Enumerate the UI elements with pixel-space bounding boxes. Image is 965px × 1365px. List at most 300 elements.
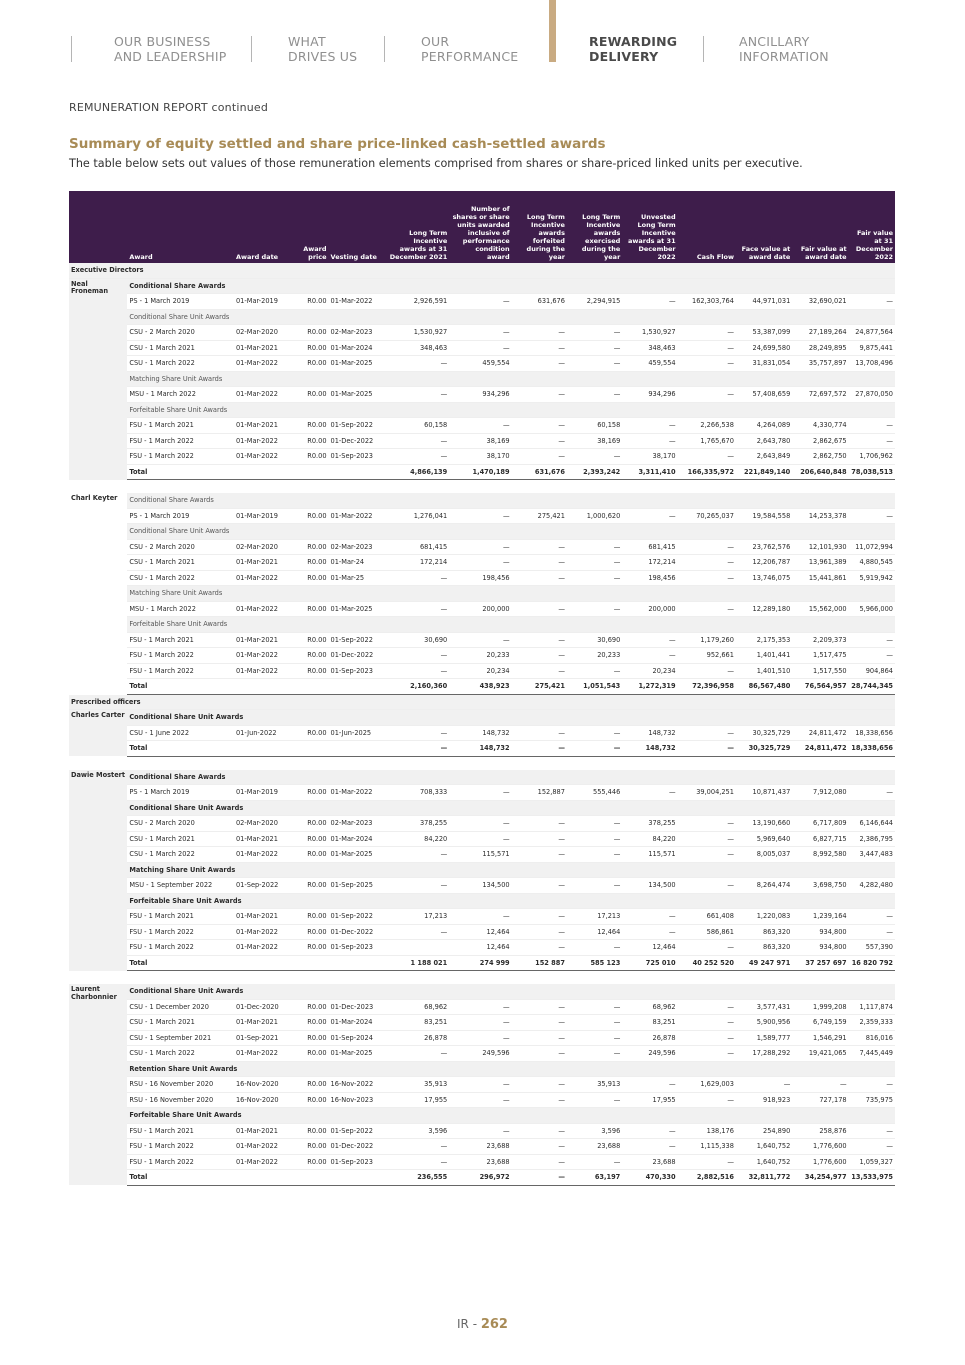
table-cell: — xyxy=(449,418,511,434)
table-cell: — xyxy=(678,1092,736,1108)
table-cell: 16-Nov-2020 xyxy=(234,1077,298,1093)
table-cell: CSU - 1 September 2021 xyxy=(127,1030,234,1046)
table-cell: 30,690 xyxy=(567,632,622,648)
table-cell: 01-Sep-2025 xyxy=(329,878,387,894)
table-cell: — xyxy=(512,741,567,757)
table-cell: 1,401,510 xyxy=(736,663,792,679)
table-cell: — xyxy=(567,1015,622,1031)
table-cell xyxy=(329,679,387,695)
table-cell: 631,676 xyxy=(512,294,567,310)
table-cell: 39,004,251 xyxy=(678,785,736,801)
executive-name: Laurent Charbonnier xyxy=(69,984,127,1185)
table-cell: 249,596 xyxy=(449,1046,511,1062)
table-cell: — xyxy=(449,1077,511,1093)
table-row xyxy=(69,940,895,956)
awards-table xyxy=(69,191,895,1186)
table-cell: CSU - 2 March 2020 xyxy=(127,816,234,832)
table-cell: 01-Mar-2025 xyxy=(329,356,387,372)
table-cell: — xyxy=(449,325,511,341)
award-category-label: Conditional Share Unit Awards xyxy=(127,710,895,726)
column-header: Long Term Incentive awards at 31 December 2021 xyxy=(387,191,449,263)
table-row xyxy=(69,1015,895,1031)
table-cell: 26,878 xyxy=(622,1030,677,1046)
table-cell: — xyxy=(678,1015,736,1031)
table-cell: — xyxy=(512,387,567,403)
table-cell: 32,690,021 xyxy=(792,294,848,310)
table-cell: 34,254,977 xyxy=(792,1170,848,1186)
column-header xyxy=(69,191,127,263)
table-cell: — xyxy=(622,1139,677,1155)
table-cell: — xyxy=(567,816,622,832)
award-category-label: Retention Share Unit Awards xyxy=(127,1061,895,1077)
table-cell: — xyxy=(849,785,895,801)
award-category-label: Matching Share Unit Awards xyxy=(127,586,895,602)
table-cell: 01-Jun-2025 xyxy=(329,725,387,741)
table-cell: — xyxy=(512,539,567,555)
table-cell: 459,554 xyxy=(622,356,677,372)
table-cell: 01-Sep-2021 xyxy=(234,1030,298,1046)
table-cell: 1,776,600 xyxy=(792,1139,848,1155)
table-cell: 459,554 xyxy=(449,356,511,372)
table-cell: 01-Mar-2025 xyxy=(329,1046,387,1062)
table-cell: 13,533,975 xyxy=(849,1170,895,1186)
table-cell: 378,255 xyxy=(387,816,449,832)
table-cell: — xyxy=(678,878,736,894)
table-cell: — xyxy=(567,741,622,757)
table-cell: 5,966,000 xyxy=(849,601,895,617)
table-cell: 2,294,915 xyxy=(567,294,622,310)
table-cell: — xyxy=(449,340,511,356)
table-cell: 01-Mar-2024 xyxy=(329,831,387,847)
table-cell: 17,955 xyxy=(387,1092,449,1108)
column-header: Vesting date xyxy=(329,191,387,263)
table-cell: — xyxy=(449,816,511,832)
table-cell: — xyxy=(622,294,677,310)
table-cell: — xyxy=(449,539,511,555)
table-cell: 1,999,208 xyxy=(792,999,848,1015)
table-cell: — xyxy=(622,924,677,940)
table-cell: MSU - 1 September 2022 xyxy=(127,878,234,894)
table-cell: 1,220,083 xyxy=(736,909,792,925)
award-category-row xyxy=(69,371,895,387)
table-cell: 27,189,264 xyxy=(792,325,848,341)
table-cell: 1,470,189 xyxy=(449,464,511,480)
table-row xyxy=(69,418,895,434)
table-cell: 02-Mar-2020 xyxy=(234,325,298,341)
table-cell: 5,900,956 xyxy=(736,1015,792,1031)
table-cell: 1,546,291 xyxy=(792,1030,848,1046)
table-cell: R0.00 xyxy=(298,1077,328,1093)
table-cell: 934,800 xyxy=(792,924,848,940)
table-cell: 115,571 xyxy=(449,847,511,863)
table-cell xyxy=(298,741,328,757)
award-category-label: Conditional Share Unit Awards xyxy=(127,309,895,325)
nav-item-our-performance[interactable] xyxy=(421,34,518,64)
table-cell: 5,969,640 xyxy=(736,831,792,847)
table-cell: R0.00 xyxy=(298,1154,328,1170)
table-cell xyxy=(298,1170,328,1186)
award-category-label: Forfeitable Share Unit Awards xyxy=(127,1108,895,1124)
table-cell: — xyxy=(622,1123,677,1139)
table-cell: 1,272,319 xyxy=(622,679,677,695)
column-header: Long Term Incentive awards forfeited during the year xyxy=(512,191,567,263)
table-cell: 01-Mar-2021 xyxy=(234,632,298,648)
column-header: Unvested Long Term Incentive awards at 31 December 2022 xyxy=(622,191,677,263)
table-row xyxy=(69,570,895,586)
table-cell: 2,266,538 xyxy=(678,418,736,434)
table-cell: 275,421 xyxy=(512,508,567,524)
table-cell: — xyxy=(567,999,622,1015)
table-cell: 02-Mar-2023 xyxy=(329,816,387,832)
table-cell: 735,975 xyxy=(849,1092,895,1108)
table-cell xyxy=(234,955,298,971)
table-cell: 01-Mar-2022 xyxy=(234,648,298,664)
table-cell: — xyxy=(512,1139,567,1155)
table-cell: 20,233 xyxy=(449,648,511,664)
table-cell: 35,757,897 xyxy=(792,356,848,372)
table-cell: 20,233 xyxy=(567,648,622,664)
nav-separator xyxy=(384,36,385,62)
table-cell: Total xyxy=(127,741,234,757)
nav-item-our-business[interactable] xyxy=(114,34,226,64)
table-cell: 15,562,000 xyxy=(792,601,848,617)
total-row xyxy=(69,955,895,971)
table-cell: — xyxy=(512,725,567,741)
table-row xyxy=(69,831,895,847)
nav-item-what-drives-us[interactable] xyxy=(288,34,357,64)
table-cell: FSU - 1 March 2022 xyxy=(127,449,234,465)
table-cell: 2,643,849 xyxy=(736,449,792,465)
table-cell: 24,699,580 xyxy=(736,340,792,356)
table-cell: FSU - 1 March 2022 xyxy=(127,940,234,956)
table-cell: — xyxy=(512,1170,567,1186)
nav-separator xyxy=(703,36,704,62)
nav-label: INFORMATION xyxy=(739,49,829,64)
table-cell: — xyxy=(512,325,567,341)
table-cell: — xyxy=(678,570,736,586)
table-cell: R0.00 xyxy=(298,294,328,310)
table-cell: 725 010 xyxy=(622,955,677,971)
table-cell: 16 820 792 xyxy=(849,955,895,971)
table-cell: 01-Mar-2019 xyxy=(234,294,298,310)
nav-label: OUR BUSINESS xyxy=(114,34,211,49)
table-cell: 01-Mar-2022 xyxy=(234,1154,298,1170)
table-cell: 148,732 xyxy=(449,725,511,741)
table-cell: 24,811,472 xyxy=(792,741,848,757)
table-cell: — xyxy=(678,356,736,372)
table-cell: 2,175,353 xyxy=(736,632,792,648)
table-row xyxy=(69,909,895,925)
nav-label: OUR xyxy=(421,34,450,49)
table-cell: PS - 1 March 2019 xyxy=(127,785,234,801)
column-header: Long Term Incentive awards exercised during the year xyxy=(567,191,622,263)
table-cell: 01-Dec-2023 xyxy=(329,999,387,1015)
total-row xyxy=(69,1170,895,1186)
table-cell: 01-Mar-2021 xyxy=(234,831,298,847)
table-cell: 134,500 xyxy=(449,878,511,894)
table-cell: 01-Mar-2022 xyxy=(234,433,298,449)
award-category-row xyxy=(69,402,895,418)
table-cell: 200,000 xyxy=(622,601,677,617)
table-cell: 8,264,474 xyxy=(736,878,792,894)
table-cell: 1,530,927 xyxy=(387,325,449,341)
table-cell: 01-Mar-2022 xyxy=(329,294,387,310)
table-cell: FSU - 1 March 2022 xyxy=(127,924,234,940)
table-cell: — xyxy=(387,449,449,465)
table-cell: — xyxy=(849,418,895,434)
spacer-cell xyxy=(69,971,895,985)
table-cell: FSU - 1 March 2022 xyxy=(127,433,234,449)
table-cell: 16-Nov-2022 xyxy=(329,1077,387,1093)
nav-label: WHAT xyxy=(288,34,326,49)
table-row xyxy=(69,294,895,310)
table-cell: FSU - 1 March 2022 xyxy=(127,1139,234,1155)
table-cell: 863,320 xyxy=(736,940,792,956)
section-label: REMUNERATION REPORT continued xyxy=(69,101,269,114)
table-cell: 63,197 xyxy=(567,1170,622,1186)
table-cell: — xyxy=(567,1154,622,1170)
table-cell: — xyxy=(512,449,567,465)
award-category-label: Conditional Share Unit Awards xyxy=(127,524,895,540)
table-cell: 3,596 xyxy=(567,1123,622,1139)
table-cell: 01-Sep-2022 xyxy=(234,878,298,894)
table-cell: 14,253,378 xyxy=(792,508,848,524)
table-cell: 708,333 xyxy=(387,785,449,801)
table-cell: 1,239,164 xyxy=(792,909,848,925)
table-cell: — xyxy=(567,356,622,372)
table-row xyxy=(69,663,895,679)
table-cell: — xyxy=(512,999,567,1015)
table-cell: 3,577,431 xyxy=(736,999,792,1015)
table-cell: 2,862,750 xyxy=(792,449,848,465)
table-cell: — xyxy=(512,340,567,356)
table-cell: — xyxy=(512,940,567,956)
table-cell: 72,697,572 xyxy=(792,387,848,403)
table-cell: 8,005,037 xyxy=(736,847,792,863)
table-cell: — xyxy=(387,433,449,449)
table-cell: 438,923 xyxy=(449,679,511,695)
table-cell: 7,912,080 xyxy=(792,785,848,801)
table-cell xyxy=(329,955,387,971)
table-cell: — xyxy=(678,601,736,617)
nav-item-ancillary-information[interactable] xyxy=(739,34,829,64)
table-cell: — xyxy=(567,1030,622,1046)
table-cell: 586,861 xyxy=(678,924,736,940)
table-cell: 20,234 xyxy=(449,663,511,679)
table-cell: — xyxy=(678,387,736,403)
table-cell: CSU - 1 March 2021 xyxy=(127,831,234,847)
spacer-cell xyxy=(69,480,895,494)
table-cell: 18,338,656 xyxy=(849,741,895,757)
award-category-label: Forfeitable Share Unit Awards xyxy=(127,893,895,909)
page-number-value: 262 xyxy=(480,1317,508,1332)
table-cell: 17,288,292 xyxy=(736,1046,792,1062)
award-category-row xyxy=(69,770,895,785)
table-cell: R0.00 xyxy=(298,1030,328,1046)
table-cell: 221,849,140 xyxy=(736,464,792,480)
table-cell xyxy=(329,741,387,757)
table-cell: 727,178 xyxy=(792,1092,848,1108)
nav-item-rewarding-delivery[interactable] xyxy=(589,34,677,64)
table-cell: 8,992,580 xyxy=(792,847,848,863)
table-cell: 37 257 697 xyxy=(792,955,848,971)
table-cell: — xyxy=(567,555,622,571)
nav-label: DELIVERY xyxy=(589,49,659,64)
top-navigation xyxy=(0,0,965,80)
table-cell: 24,811,472 xyxy=(792,725,848,741)
table-cell: R0.00 xyxy=(298,387,328,403)
table-cell: 60,158 xyxy=(567,418,622,434)
table-cell: — xyxy=(512,1123,567,1139)
table-cell: 23,688 xyxy=(622,1154,677,1170)
table-cell: 348,463 xyxy=(622,340,677,356)
table-cell: CSU - 1 March 2021 xyxy=(127,1015,234,1031)
table-cell: 172,214 xyxy=(387,555,449,571)
table-cell: — xyxy=(512,601,567,617)
table-cell: 84,220 xyxy=(622,831,677,847)
table-cell: 01-Dec-2020 xyxy=(234,999,298,1015)
table-cell: 01-Sep-2023 xyxy=(329,449,387,465)
table-row xyxy=(69,508,895,524)
table-cell: — xyxy=(678,847,736,863)
table-row xyxy=(69,1030,895,1046)
table-cell: CSU - 2 March 2020 xyxy=(127,325,234,341)
table-cell: — xyxy=(449,508,511,524)
table-cell: — xyxy=(849,1077,895,1093)
nav-label: REWARDING xyxy=(589,34,678,49)
table-cell: 152,887 xyxy=(512,785,567,801)
table-cell: CSU - 1 March 2022 xyxy=(127,847,234,863)
table-cell: 2,393,242 xyxy=(567,464,622,480)
table-cell: 1,706,962 xyxy=(849,449,895,465)
table-cell: — xyxy=(567,340,622,356)
table-cell: 78,038,513 xyxy=(849,464,895,480)
table-cell: 12,464 xyxy=(449,940,511,956)
table-cell: 12,464 xyxy=(622,940,677,956)
table-cell: — xyxy=(567,725,622,741)
table-cell: FSU - 1 March 2021 xyxy=(127,1123,234,1139)
award-category-row xyxy=(69,710,895,726)
table-cell: R0.00 xyxy=(298,1092,328,1108)
executive-name: Dawie Mostert xyxy=(69,770,127,971)
table-cell: — xyxy=(678,816,736,832)
table-cell: — xyxy=(678,831,736,847)
table-cell: 16-Nov-2023 xyxy=(329,1092,387,1108)
table-cell: 11,072,994 xyxy=(849,539,895,555)
table-cell: 02-Mar-2023 xyxy=(329,325,387,341)
table-cell: 01-Mar-2019 xyxy=(234,785,298,801)
table-cell: 198,456 xyxy=(622,570,677,586)
table-cell: — xyxy=(512,909,567,925)
table-cell: 72,396,958 xyxy=(678,679,736,695)
table-cell: — xyxy=(449,1092,511,1108)
table-cell: 01-Mar-2021 xyxy=(234,1123,298,1139)
table-cell: — xyxy=(849,924,895,940)
table-cell: 01-Mar-2024 xyxy=(329,340,387,356)
table-cell: 249,596 xyxy=(622,1046,677,1062)
table-cell: — xyxy=(678,449,736,465)
table-row xyxy=(69,325,895,341)
table-cell: 38,170 xyxy=(622,449,677,465)
table-cell: — xyxy=(849,909,895,925)
table-cell: 18,338,656 xyxy=(849,725,895,741)
table-cell xyxy=(234,679,298,695)
nav-label: ANCILLARY xyxy=(739,34,810,49)
table-cell: — xyxy=(678,663,736,679)
table-cell: 1,629,003 xyxy=(678,1077,736,1093)
award-category-row xyxy=(69,617,895,633)
table-cell: 952,661 xyxy=(678,648,736,664)
table-cell: — xyxy=(512,418,567,434)
table-cell: 44,971,031 xyxy=(736,294,792,310)
table-cell: 12,464 xyxy=(567,924,622,940)
table-cell: 23,688 xyxy=(449,1154,511,1170)
table-cell: R0.00 xyxy=(298,340,328,356)
table-cell: 12,206,787 xyxy=(736,555,792,571)
table-cell: 83,251 xyxy=(622,1015,677,1031)
table-cell: Total xyxy=(127,464,234,480)
table-cell: — xyxy=(512,1154,567,1170)
table-cell: — xyxy=(512,924,567,940)
table-cell: — xyxy=(512,816,567,832)
table-cell: 254,890 xyxy=(736,1123,792,1139)
table-cell: 166,335,972 xyxy=(678,464,736,480)
table-cell: 30,325,729 xyxy=(736,741,792,757)
table-cell: 2,862,675 xyxy=(792,433,848,449)
table-cell: 1,589,777 xyxy=(736,1030,792,1046)
table-cell: — xyxy=(567,387,622,403)
table-cell: 01-Mar-2022 xyxy=(234,601,298,617)
table-cell: 6,146,644 xyxy=(849,816,895,832)
table-cell: 01-Mar-2022 xyxy=(234,387,298,403)
table-cell: 6,827,715 xyxy=(792,831,848,847)
table-cell xyxy=(234,741,298,757)
table-cell: 5,919,942 xyxy=(849,570,895,586)
table-cell: 01-Mar-2025 xyxy=(329,601,387,617)
table-row xyxy=(69,356,895,372)
table-cell: 01-Sep-2022 xyxy=(329,909,387,925)
table-cell: 1,640,752 xyxy=(736,1154,792,1170)
table-cell: 115,571 xyxy=(622,847,677,863)
table-cell: R0.00 xyxy=(298,878,328,894)
page-number xyxy=(0,1317,965,1332)
table-row xyxy=(69,816,895,832)
table-cell: — xyxy=(512,570,567,586)
table-cell: 20,234 xyxy=(622,663,677,679)
table-cell: CSU - 1 March 2021 xyxy=(127,555,234,571)
table-cell: 76,564,957 xyxy=(792,679,848,695)
table-cell: 28,744,345 xyxy=(849,679,895,695)
table-cell: 296,972 xyxy=(449,1170,511,1186)
table-cell: 1,115,338 xyxy=(678,1139,736,1155)
table-cell: 40 252 520 xyxy=(678,955,736,971)
column-header: Fair value at 31 December 2022 xyxy=(849,191,895,263)
table-cell: R0.00 xyxy=(298,555,328,571)
table-cell: Total xyxy=(127,679,234,695)
table-cell: 1,517,475 xyxy=(792,648,848,664)
table-cell: 13,961,389 xyxy=(792,555,848,571)
column-header: Fair value at award date xyxy=(792,191,848,263)
table-cell: — xyxy=(622,648,677,664)
table-cell: 13,708,496 xyxy=(849,356,895,372)
table-cell: 01-Mar-2022 xyxy=(234,570,298,586)
table-cell: 01-Mar-2021 xyxy=(234,1015,298,1031)
column-header: Award date xyxy=(234,191,298,263)
table-cell: 863,320 xyxy=(736,924,792,940)
table-row xyxy=(69,387,895,403)
table-cell: 02-Mar-2020 xyxy=(234,539,298,555)
table-cell: — xyxy=(567,570,622,586)
